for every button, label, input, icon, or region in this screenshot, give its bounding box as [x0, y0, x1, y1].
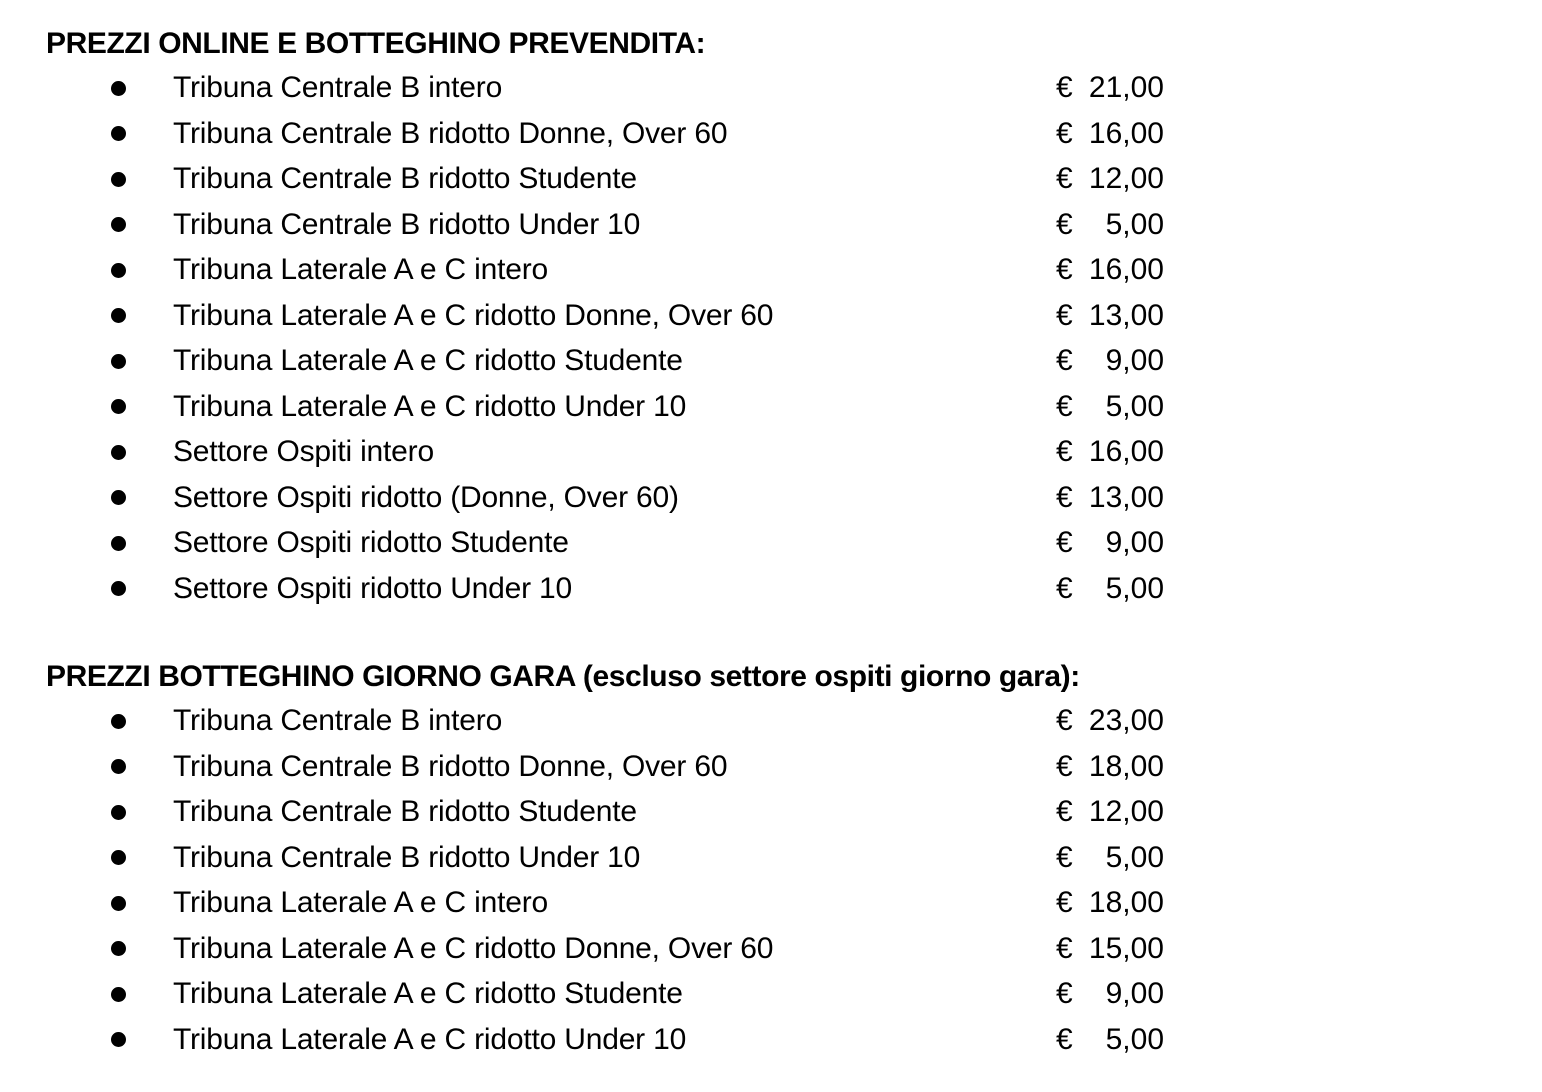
price-row — [0, 881, 1542, 927]
price-row — [0, 339, 1542, 385]
currency-symbol: € — [1056, 1022, 1073, 1056]
price-row — [0, 430, 1542, 476]
ticket-price: 15,00 — [1088, 931, 1164, 965]
ticket-label: Tribuna Centrale B ridotto Donne, Over 60 — [173, 116, 728, 150]
bullet-icon — [111, 536, 126, 551]
currency-symbol: € — [1056, 526, 1073, 559]
ticket-label: Tribuna Laterale A e C ridotto Donne, Over 60 — [173, 298, 774, 332]
ticket-label: Settore Ospiti ridotto Under 10 — [173, 571, 573, 605]
ticket-label: Tribuna Laterale A e C ridotto Donne, Over 60 — [173, 931, 774, 965]
price-row — [0, 294, 1542, 340]
bullet-icon — [111, 172, 126, 187]
currency-symbol: € — [1056, 840, 1073, 874]
ticket-price: 23,00 — [1088, 704, 1164, 737]
section-heading: PREZZI ONLINE E BOTTEGHINO PREVENDITA: — [46, 27, 706, 60]
price-row — [0, 699, 1542, 745]
currency-symbol: € — [1056, 886, 1073, 919]
currency-symbol: € — [1056, 71, 1073, 104]
bullet-icon — [111, 126, 126, 141]
currency-symbol: € — [1056, 749, 1073, 783]
ticket-price: 16,00 — [1088, 116, 1164, 150]
bullet-icon — [111, 217, 126, 232]
currency-symbol: € — [1056, 344, 1073, 377]
currency-symbol: € — [1056, 298, 1073, 332]
bullet-icon — [111, 445, 126, 460]
ticket-label: Tribuna Centrale B ridotto Under 10 — [173, 840, 641, 874]
ticket-label: Tribuna Centrale B ridotto Donne, Over 60 — [173, 749, 728, 783]
price-row — [0, 476, 1542, 522]
bullet-icon — [111, 805, 126, 820]
bullet-icon — [111, 759, 126, 774]
ticket-label: Tribuna Laterale A e C intero — [173, 886, 548, 919]
ticket-price: 9,00 — [1105, 977, 1164, 1010]
ticket-label: Tribuna Laterale A e C ridotto Studente — [173, 344, 683, 377]
ticket-price: 5,00 — [1105, 389, 1164, 423]
ticket-price: 13,00 — [1088, 480, 1164, 514]
ticket-price: 13,00 — [1088, 298, 1164, 332]
price-row — [0, 1018, 1542, 1064]
price-row — [0, 972, 1542, 1018]
currency-symbol: € — [1056, 571, 1073, 605]
currency-symbol: € — [1056, 162, 1073, 195]
price-row — [0, 203, 1542, 249]
ticket-label: Tribuna Laterale A e C ridotto Under 10 — [173, 389, 687, 423]
ticket-label: Settore Ospiti ridotto (Donne, Over 60) — [173, 480, 679, 514]
ticket-label: Tribuna Centrale B ridotto Studente — [173, 795, 637, 828]
price-row — [0, 157, 1542, 203]
price-row — [0, 790, 1542, 836]
price-list — [0, 699, 1542, 1063]
ticket-label: Tribuna Centrale B ridotto Under 10 — [173, 207, 641, 241]
currency-symbol: € — [1056, 795, 1073, 828]
ticket-label: Tribuna Laterale A e C ridotto Studente — [173, 977, 683, 1010]
currency-symbol: € — [1056, 207, 1073, 241]
ticket-price: 5,00 — [1105, 1022, 1164, 1056]
bullet-icon — [111, 490, 126, 505]
price-list — [0, 66, 1542, 612]
bullet-icon — [111, 81, 126, 96]
bullet-icon — [111, 850, 126, 865]
bullet-icon — [111, 714, 126, 729]
section-heading: PREZZI BOTTEGHINO GIORNO GARA (escluso settore ospiti giorno gara): — [46, 660, 1080, 693]
ticket-price: 9,00 — [1105, 344, 1164, 377]
ticket-label: Settore Ospiti ridotto Studente — [173, 526, 569, 559]
bullet-icon — [111, 987, 126, 1002]
currency-symbol: € — [1056, 931, 1073, 965]
ticket-price: 5,00 — [1105, 840, 1164, 874]
bullet-icon — [111, 896, 126, 911]
ticket-label: Tribuna Centrale B intero — [173, 704, 503, 737]
ticket-price: 5,00 — [1105, 571, 1164, 605]
ticket-label: Tribuna Laterale A e C ridotto Under 10 — [173, 1022, 687, 1056]
ticket-price: 18,00 — [1088, 749, 1164, 783]
bullet-icon — [111, 399, 126, 414]
price-row — [0, 745, 1542, 791]
ticket-label: Settore Ospiti intero — [173, 435, 434, 468]
ticket-price: 16,00 — [1088, 253, 1164, 286]
price-row — [0, 385, 1542, 431]
price-row — [0, 112, 1542, 158]
currency-symbol: € — [1056, 389, 1073, 423]
price-row — [0, 927, 1542, 973]
currency-symbol: € — [1056, 480, 1073, 514]
ticket-price: 18,00 — [1088, 886, 1164, 919]
price-row — [0, 836, 1542, 882]
bullet-icon — [111, 263, 126, 278]
bullet-icon — [111, 1032, 126, 1047]
ticket-price: 9,00 — [1105, 526, 1164, 559]
price-row — [0, 521, 1542, 567]
ticket-label: Tribuna Laterale A e C intero — [173, 253, 548, 286]
ticket-price: 16,00 — [1088, 435, 1164, 468]
bullet-icon — [111, 354, 126, 369]
currency-symbol: € — [1056, 977, 1073, 1010]
ticket-price: 21,00 — [1088, 71, 1164, 104]
currency-symbol: € — [1056, 704, 1073, 737]
currency-symbol: € — [1056, 116, 1073, 150]
currency-symbol: € — [1056, 253, 1073, 286]
bullet-icon — [111, 308, 126, 323]
currency-symbol: € — [1056, 435, 1073, 468]
ticket-price: 12,00 — [1088, 795, 1164, 828]
price-row — [0, 248, 1542, 294]
ticket-label: Tribuna Centrale B ridotto Studente — [173, 162, 637, 195]
price-row — [0, 66, 1542, 112]
ticket-price: 12,00 — [1088, 162, 1164, 195]
bullet-icon — [111, 941, 126, 956]
bullet-icon — [111, 581, 126, 596]
ticket-price: 5,00 — [1105, 207, 1164, 241]
ticket-label: Tribuna Centrale B intero — [173, 71, 503, 104]
price-row — [0, 567, 1542, 613]
